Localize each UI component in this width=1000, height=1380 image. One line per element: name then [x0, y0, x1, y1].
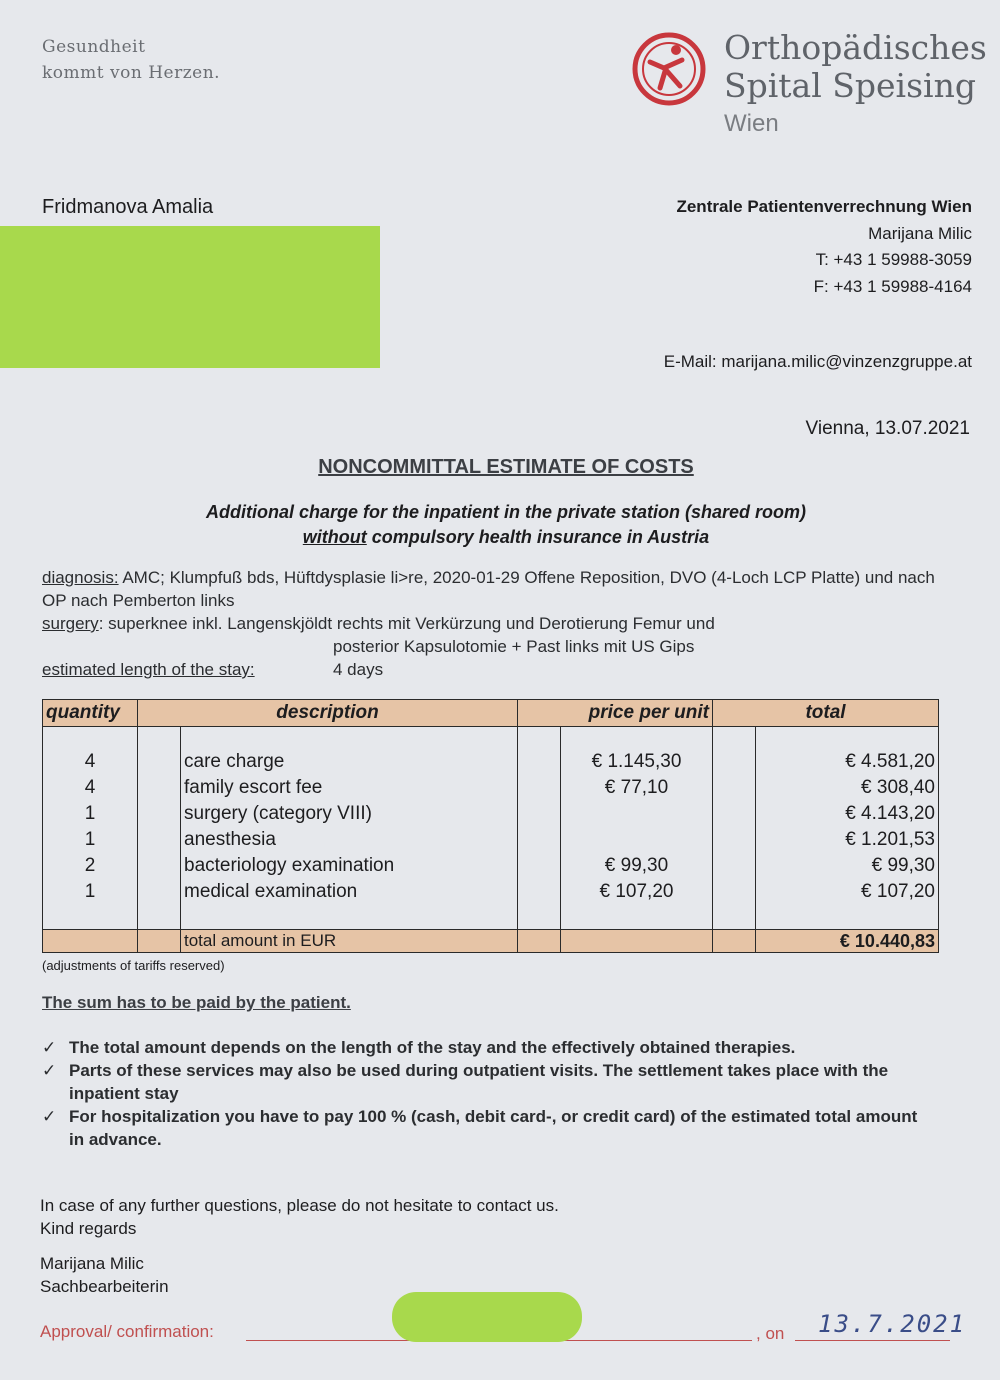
price-cell: € 77,10 [604, 777, 669, 798]
payment-note: The sum has to be paid by the patient. [42, 993, 351, 1012]
stay-value: 4 days [333, 660, 384, 679]
description-cell: care charge [184, 751, 285, 772]
header-description: description [138, 700, 518, 727]
blank-column [518, 727, 561, 930]
list-item [42, 1059, 922, 1105]
sender-name: Marijana Milic [868, 223, 972, 243]
check-icon: ✓ [42, 1107, 57, 1126]
closing [40, 1194, 559, 1240]
table-body-row [43, 727, 939, 930]
total-cell: € 308,40 [861, 777, 935, 798]
approval-on-label: , on [756, 1324, 785, 1343]
letter-date: Vienna, 13.07.2021 [805, 418, 970, 439]
total-cell: € 99,30 [871, 855, 935, 876]
description-cell: surgery (category VIII) [184, 803, 372, 824]
person-circle-logo-icon [630, 30, 708, 108]
sender-email: E-Mail: marijana.milic@vinzenzgruppe.at [663, 352, 972, 371]
logo-title-line-1: Orthopädisches [724, 28, 987, 67]
stay-row [42, 658, 942, 681]
cost-table [42, 699, 939, 953]
header-total: total [713, 700, 939, 727]
redacted-signature [392, 1292, 582, 1342]
adjustments-note: (adjustments of tariffs reserved) [42, 958, 225, 973]
tagline [42, 34, 220, 86]
closing-line-1: In case of any further questions, please do not hesitate to contact us. [40, 1196, 559, 1215]
total-cell: € 4.143,20 [845, 803, 935, 824]
total-label: total amount in EUR [181, 930, 518, 953]
price-cell: € 107,20 [599, 881, 674, 902]
closing-line-2: Kind regards [40, 1219, 137, 1238]
note-text: For hospitalization you have to pay 100 % (cash, debit card-, or credit card) of the estimated total amount in advance. [69, 1107, 918, 1149]
total-value: € 10.440,83 [756, 930, 939, 953]
table-header-row [43, 700, 939, 727]
total-cell: € 107,20 [861, 881, 935, 902]
blank-column [713, 727, 756, 930]
notes-list [42, 1036, 922, 1151]
signer [40, 1252, 169, 1298]
header-quantity: quantity [43, 700, 138, 727]
tagline-line-2: kommt von Herzen. [42, 63, 221, 83]
diagnosis-label: diagnosis: [42, 568, 119, 587]
price-cell: € 99,30 [604, 855, 669, 876]
sender-block [676, 194, 972, 300]
signer-name: Marijana Milic [40, 1254, 144, 1273]
description-cell: bacteriology examination [184, 855, 395, 876]
quantity-column [43, 727, 138, 930]
note-text: The total amount depends on the length of the stay and the effectively obtained therapies. [69, 1038, 796, 1057]
quantity-cell: 2 [84, 855, 96, 876]
redacted-address [0, 226, 380, 368]
diagnosis-text: AMC; Klumpfuß bds, Hüftdysplasie li>re, 2020-01-29 Offene Reposition, DVO (4-Loch LCP Platte) und nach OP nach Pemberton links [42, 568, 935, 610]
note-text: Parts of these services may also be used during outpatient visits. The settlement takes place with the inpatient stay [69, 1061, 889, 1103]
subtitle-line-1: Additional charge for the inpatient in the private station (shared room) [205, 502, 807, 522]
surgery-text: : superknee inkl. Langenskjöldt rechts mit Verkürzung und Derotierung Femur und [98, 614, 715, 633]
case-info [42, 566, 942, 681]
surgery-label: surgery [42, 614, 99, 633]
table-total-row [43, 930, 939, 953]
sender-phone: T: +43 1 59988-3059 [815, 250, 972, 269]
diagnosis-row [42, 566, 942, 612]
surgery-row [42, 612, 942, 635]
quantity-cell: 4 [84, 751, 96, 772]
description-column [181, 727, 518, 930]
sender-department: Zentrale Patientenverrechnung Wien [676, 197, 972, 216]
sender-fax: F: +43 1 59988-4164 [813, 276, 972, 296]
quantity-cell: 1 [84, 803, 96, 824]
description-cell: medical examination [184, 881, 358, 902]
check-icon: ✓ [42, 1061, 57, 1080]
total-cell: € 4.581,20 [845, 751, 935, 772]
price-column [561, 727, 713, 930]
quantity-cell: 1 [84, 881, 96, 902]
logo-title-line-2: Spital Speising [724, 66, 976, 105]
signer-role: Sachbearbeiterin [40, 1277, 169, 1296]
subtitle-rest: compulsory health insurance in Austria [366, 527, 710, 547]
description-cell: family escort fee [184, 777, 323, 798]
stay-label: estimated length of the stay: [42, 660, 255, 679]
document-title: NONCOMMITTAL ESTIMATE OF COSTS [318, 456, 694, 478]
header-price: price per unit [518, 700, 713, 727]
price-cell [564, 801, 709, 827]
blank-column [138, 727, 181, 930]
approval-date-line[interactable] [795, 1340, 950, 1341]
quantity-cell: 1 [84, 829, 96, 850]
logo-city: Wien [724, 110, 779, 137]
recipient-name: Fridmanova Amalia [42, 196, 214, 218]
check-icon: ✓ [42, 1038, 57, 1057]
handwritten-date: 13.7.2021 [818, 1310, 967, 1338]
list-item [42, 1105, 922, 1151]
price-cell [564, 827, 709, 853]
price-cell: € 1.145,30 [591, 751, 682, 772]
total-cell: € 1.201,53 [845, 829, 935, 850]
tagline-line-1: Gesundheit [42, 37, 146, 57]
list-item [42, 1036, 922, 1059]
document-subtitle [0, 500, 1000, 550]
approval-label: Approval/ confirmation: [40, 1322, 214, 1341]
subtitle-emphasis: without [302, 527, 367, 547]
quantity-cell: 4 [84, 777, 96, 798]
subtitle-line-2 [0, 525, 1000, 550]
surgery-text-cont: posterior Kapsulotomie + Past links mit US Gips [333, 637, 695, 656]
description-cell: anesthesia [184, 829, 276, 850]
total-column [756, 727, 939, 930]
